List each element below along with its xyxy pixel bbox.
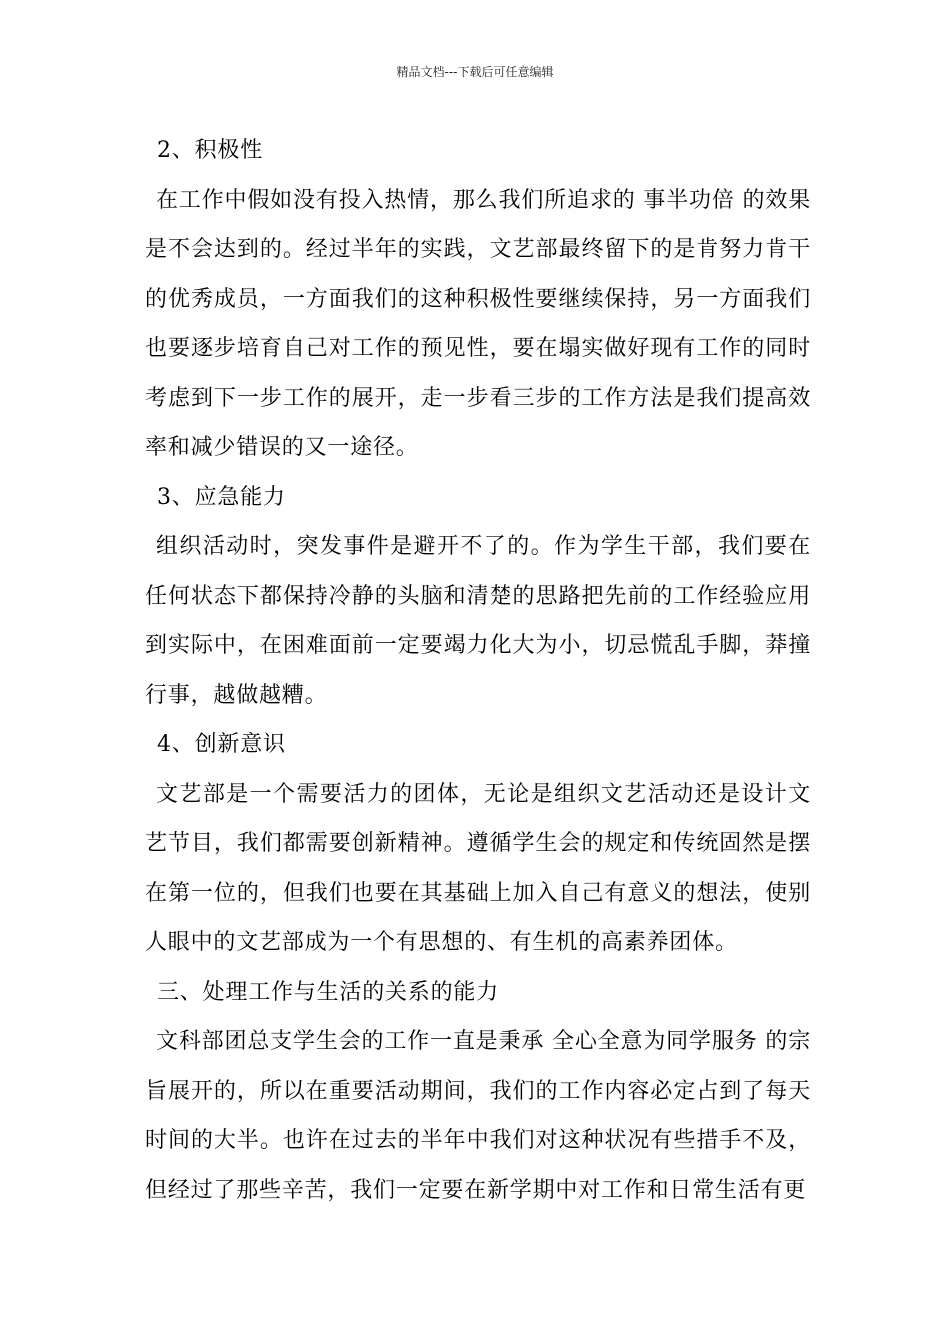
section-heading-enthusiasm: 2、积极性 xyxy=(157,138,263,163)
section-heading-work-life: 三、处理工作与生活的关系的能力 xyxy=(157,979,500,1005)
paragraph-work-life: 文科部团总支学生会的工作一直是秉承 全心全意为同学服务 的宗旨展开的，所以在重要活动期间，我们的工作内容必定占到了每天时间的大半。也许在过去的半年中我们对这种状况有些措手不及，但经过了那些辛苦，我们一定要在新学期中对工作和日常生活有更 xyxy=(145,1029,811,1203)
section-heading-emergency: 3、应急能力 xyxy=(157,484,286,510)
page-header: 精品文档---下载后可任意编辑 xyxy=(396,65,554,79)
paragraph-emergency: 组织活动时，突发事件是避开不了的。作为学生干部，我们要在任何状态下都保持冷静的头脑和清楚的思路把先前的工作经验应用到实际中，在困难面前一定要竭力化大为小，切忌慌乱手脚，莽撞行事，越做越糟。 xyxy=(145,534,811,708)
section-heading-innovation: 4、创新意识 xyxy=(157,732,286,757)
paragraph-enthusiasm: 在工作中假如没有投入热情，那么我们所追求的 事半功倍 的效果是不会达到的。经过半年的实践，文艺部最终留下的是肯努力肯干的优秀成员，一方面我们的这种积极性要继续保持，另一方面我们也要逐步培育自己对工作的预见性，要在塌实做好现有工作的同时考虑到下一步工作的展开，走一步看三步的工作方法是我们提高效率和减少错误的又一途径。 xyxy=(145,187,811,460)
paragraph-innovation: 文艺部是一个需要活力的团体，无论是组织文艺活动还是设计文艺节目，我们都需要创新精神。遵循学生会的规定和传统固然是摆在第一位的，但我们也要在其基础上加入自己有意义的想法，使别人眼中的文艺部成为一个有思想的、有生机的高素养团体。 xyxy=(145,781,811,955)
document-body xyxy=(145,126,811,1215)
